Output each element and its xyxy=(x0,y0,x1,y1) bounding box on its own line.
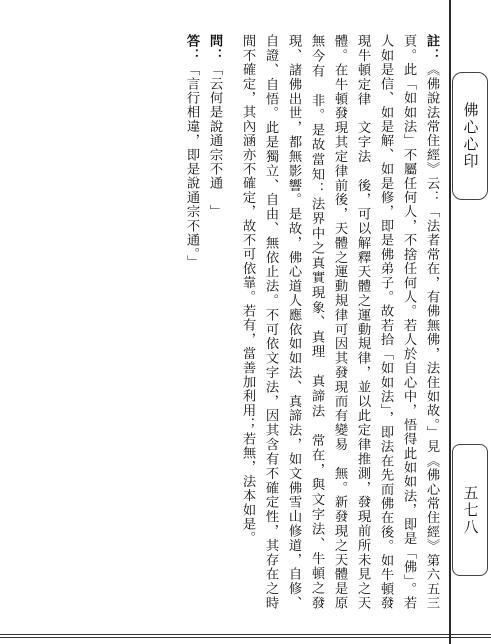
question-paragraph xyxy=(203,34,226,610)
answer-paragraph xyxy=(180,34,203,610)
answer-label: 答： xyxy=(184,34,199,63)
book-title: 佛心心印 xyxy=(461,102,480,170)
note-text: 《佛說法常住經》云：「法者常在，有佛無佛，法住如故。」見《佛心常住經》第六五三頁。此「如如法」不屬任何人，不捨任何人。若人於自心中，悟得此如如法，即是「佛」。若人如是信、如是解、如是修，即是佛弟子。故若拾「如如法」，即法在先而佛在後。如牛頓發現牛頓定律 文字法 後，可以解釋天體之運動規律，並以此定律推測，發現前所未見之天體。在牛頓發現其定律前後，天體之運動規律可因其發現而有變易 無。新發現之天體是原無今有 非。是故當知：法界中之真實現象、真理 真諦法 常在，與文字法、牛頓之發現、諸佛出世，都無影響。是故，佛心道人應依如如法、真諦法，如文佛雪山修道，自修、自證、自悟。此是獨立、自由、無依止法。不可依文字法，因其含有不確定性，其存在之時間不確定，其內涵亦不確定，故不可依靠。若有，當善加利用；若無，法本如是。 xyxy=(240,34,439,610)
vertical-body-text xyxy=(19,34,443,610)
book-title-tab xyxy=(452,72,488,200)
margin-rule xyxy=(449,0,451,644)
note-label: 註： xyxy=(424,34,439,63)
note-paragraph xyxy=(236,34,443,610)
answer-text: 「言行相違，即是說通宗不通。」 xyxy=(184,62,199,269)
question-label: 問： xyxy=(207,34,222,63)
page-number: 五七八 xyxy=(461,484,480,536)
page-number-tab xyxy=(452,444,488,576)
question-text: 「云何是說通宗不通 」 xyxy=(207,62,222,219)
bottom-border xyxy=(0,634,491,638)
